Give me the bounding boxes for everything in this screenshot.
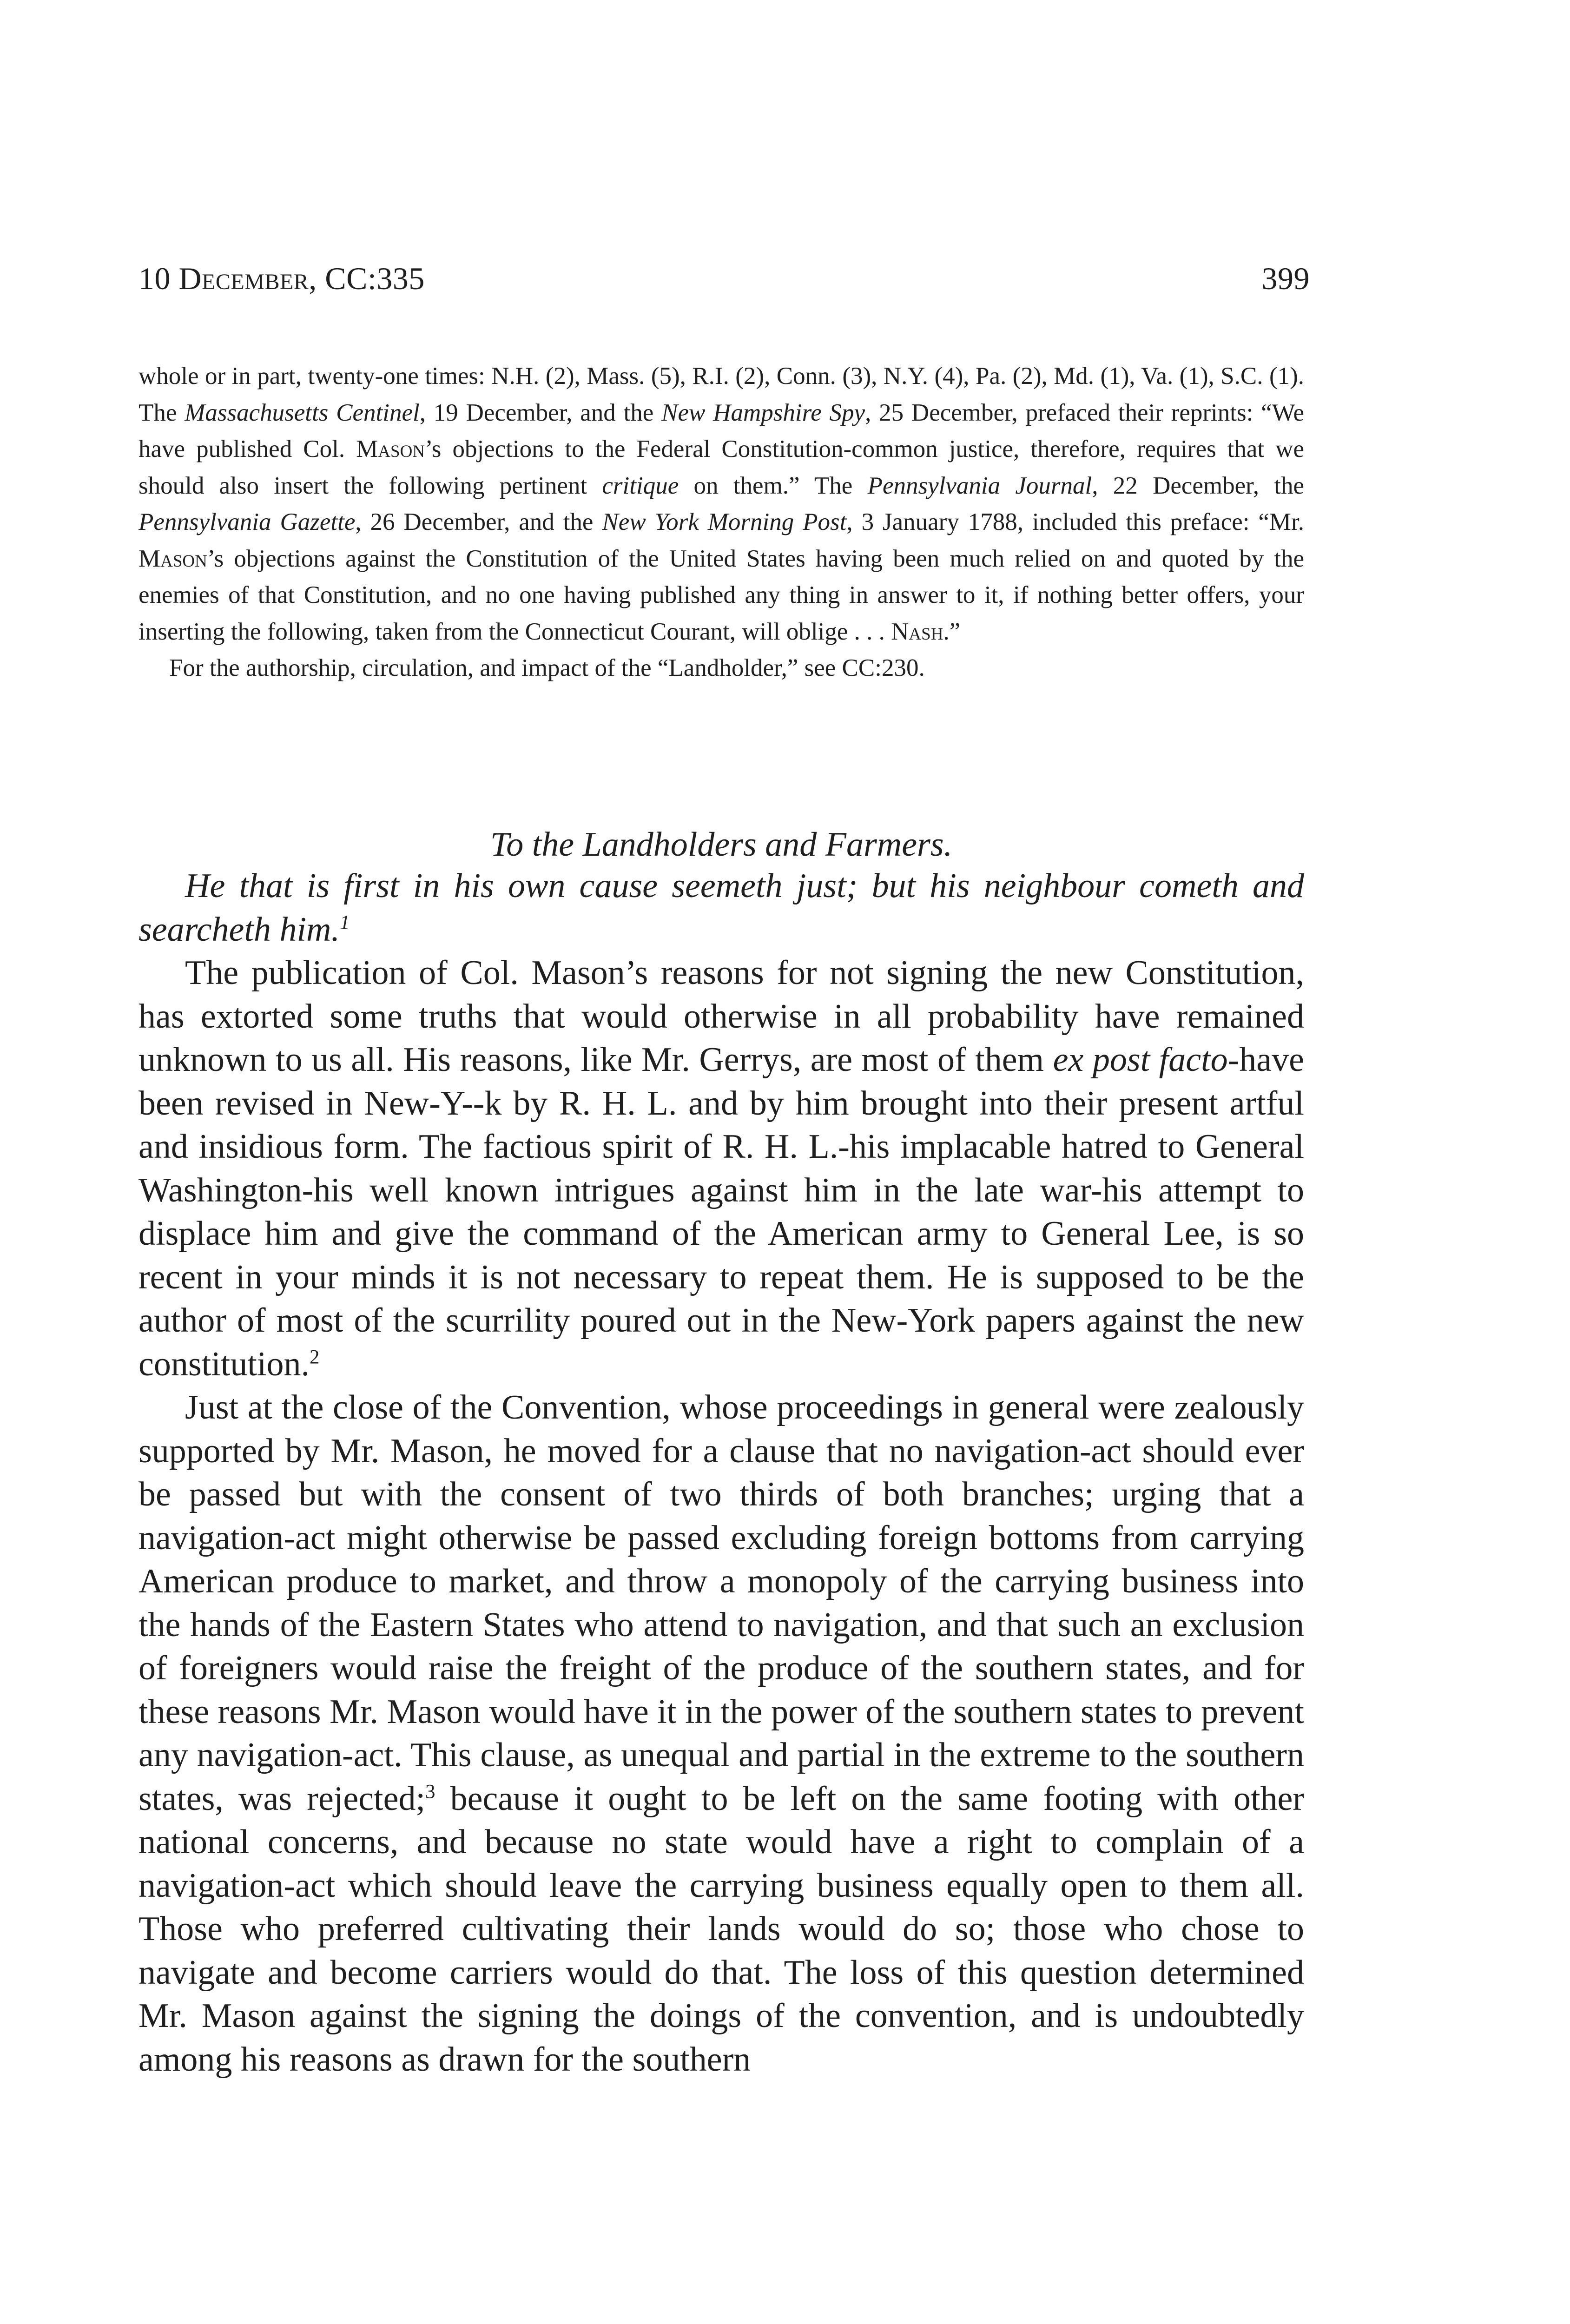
name-small-caps: Mason (139, 545, 207, 572)
note-text: , 25 December, prefaced their reprints: “We have published Col. (139, 399, 1304, 462)
note-text: , 22 December, the (1092, 472, 1304, 499)
note-text: ’s objections to the Federal Constitution-common justice, therefore, requires that we should also insert the following pertinent (139, 436, 1304, 499)
epigraph (139, 865, 1304, 951)
newspaper-title: New Hampshire Spy (661, 399, 865, 426)
newspaper-title: Pennsylvania Journal (867, 472, 1092, 499)
note-text: whole or in part, twenty-one times: N.H. (2), Mass. (5), R.I. (2), Conn. (3), N.Y. (4), Pa. (2), Md. (1), Va. (1), S.C. (1). The (139, 363, 1304, 426)
page-number: 399 (1261, 261, 1310, 296)
note-text: on them.” The (679, 472, 868, 499)
note-paragraph-authorship: For the authorship, circulation, and impact of the “Landholder,” see CC:230. (169, 654, 925, 681)
note-text: , 26 December, and the (355, 508, 602, 535)
footnote-ref: 3 (425, 1780, 435, 1802)
note-text: .” (943, 618, 961, 645)
note-text: ’s objections against the Constitution of the United States having been much relied on and quoted by the enemies of that Constitution, and no one having published any thing in answer to it, if nothing better offers, your inserting the following, taken from the Connecticut Courant, will oblige . . . (139, 545, 1304, 645)
footnote-ref: 1 (339, 911, 350, 933)
name-small-caps: Mason (356, 436, 425, 462)
running-head-date-month: December (178, 261, 309, 296)
epigraph-text: He that is first in his own cause seemeth just; but his neighbour cometh and searcheth him. (139, 867, 1304, 949)
paragraph-text: because it ought to be left on the same footing with other national concerns, and because no state would have a right to complain of a navigation-act which should leave the carrying business equally open to them all. Those who preferred cultivating their lands would do so; those who chose to navigate and become carriers would do that. The loss of this question determined Mr. Mason against the signing the doings of the convention, and is undoubtedly among his reasons as drawn for the southern (139, 1779, 1305, 2079)
running-head-document-number: , CC:335 (309, 261, 425, 296)
note-text: , 3 January 1788, included this preface: “Mr. (846, 508, 1305, 535)
newspaper-title: Massachusetts Centinel (185, 399, 420, 426)
paragraph-text: The publication of Col. Mason’s reasons for not signing the new Constitution, has extorted some truths that would otherwise in all probability have remained unknown to us all. His reasons, like Mr. Gerrys, are most of them (139, 954, 1304, 1079)
name-small-caps: Nash (891, 618, 943, 645)
footnote-ref: 2 (309, 1346, 320, 1368)
paragraph-text: -have been revised in New-Y--k by R. H. L. and by him brought into their present artful and insidious form. The factious spirit of R. H. L.-his implacable hatred to General Washington-his well known intrigues against him in the late war-his attempt to displace him and give the command of the American army to General Lee, is so recent in your minds it is not necessary to repeat them. He is supposed to be the author of most of the scurrility poured out in the New-York papers against the new constitution. (139, 1041, 1304, 1383)
article-body (139, 865, 1304, 2081)
italic-word: critique (602, 472, 679, 499)
note-paragraph-reprints (139, 358, 1304, 650)
newspaper-title: Pennsylvania Gazette (139, 508, 356, 535)
paragraph-2 (139, 1386, 1304, 2081)
article-heading: To the Landholders and Farmers. (490, 825, 953, 864)
newspaper-title: New York Morning Post (602, 508, 847, 535)
paragraph-1 (139, 951, 1304, 1386)
running-head-date-num: 10 (139, 261, 171, 296)
editorial-note (139, 358, 1304, 687)
running-head-left (139, 260, 425, 297)
italic-phrase: ex post facto (1053, 1041, 1228, 1079)
note-text: , 19 December, and the (419, 399, 662, 426)
paragraph-text: Just at the close of the Convention, whose proceedings in general were zealously supported by Mr. Mason, he moved for a clause that no navigation-act should ever be passed but with the consent of two thirds of both branches; urging that a navigation-act might otherwise be passed excluding foreign bottoms from carrying American produce to market, and throw a monopoly of the carrying business into the hands of the Eastern States who attend to navigation, and that such an exclusion of foreigners would raise the freight of the produce of the southern states, and for these reasons Mr. Mason would have it in the power of the southern states to prevent any navigation-act. This clause, as unequal and partial in the extreme to the southern states, was rejected; (139, 1388, 1304, 1818)
running-head (139, 260, 1310, 307)
